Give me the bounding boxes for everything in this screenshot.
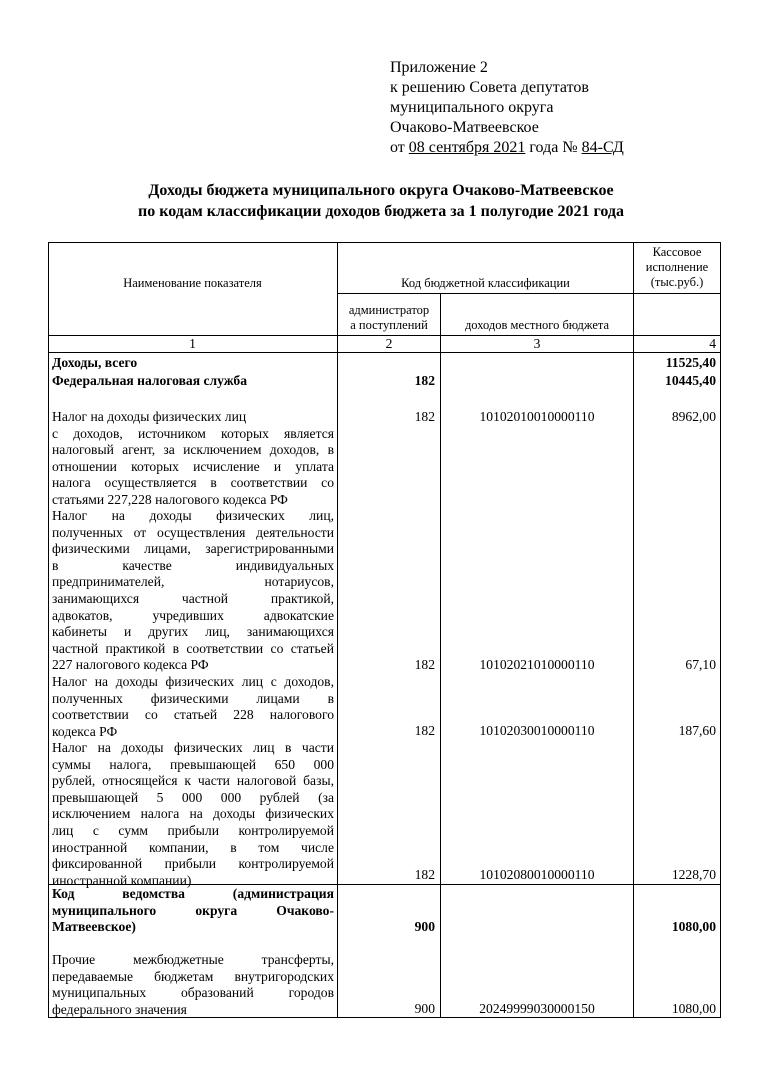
row-4-line: иностранной компании, в том числе <box>52 839 334 855</box>
row-4-line: фиксированной прибыли контролируемой <box>52 856 334 872</box>
total-value: 11525,40 <box>665 355 716 370</box>
row-4-admin: 182 <box>414 867 435 882</box>
total-label: Доходы, всего <box>52 355 138 370</box>
appendix-prefix: от <box>390 139 409 156</box>
transfer-description <box>52 952 334 1018</box>
col-number-3: 3 <box>533 336 541 351</box>
col-number-1: 1 <box>189 336 196 351</box>
appendix-line-3: муниципального округа <box>390 99 554 116</box>
header-admin <box>338 303 440 333</box>
row-4-code: 10102080010000110 <box>479 867 595 882</box>
row-4-line: превышающей 5 000 000 рублей (за <box>52 789 334 805</box>
row-4-line: Налог на доходы физических лиц в части <box>52 740 334 755</box>
row-2-line: адвокатов, учредивших адвокатские <box>52 607 334 623</box>
dept-line: Код ведомства (администрация <box>52 886 334 901</box>
transfer-line: передаваемые бюджетам внутригородских <box>52 968 334 984</box>
row-2-code: 10102021010000110 <box>479 657 595 672</box>
appendix-line-2: к решению Совета депутатов <box>390 79 589 96</box>
header-admin-line-2: а поступлений <box>350 318 428 332</box>
transfer-admin: 900 <box>414 1001 435 1016</box>
row-4-line: лиц с сумм прибыли контролируемой <box>52 822 334 838</box>
row-4-description <box>52 740 334 889</box>
row-4-value: 1228,70 <box>671 867 716 882</box>
row-4-line: суммы налога, превышающей 650 000 <box>52 756 334 772</box>
dept-admin: 900 <box>414 919 435 934</box>
header-name: Наименование показателя <box>123 276 262 290</box>
row-3-code: 10102030010000110 <box>479 723 595 738</box>
transfer-line: муниципальных образований городов <box>52 985 334 1001</box>
title-line-1: Доходы бюджета муниципального округа Очаково-Матвеевское <box>148 182 614 199</box>
row-3-line: кодекса РФ <box>52 723 118 739</box>
dept-description <box>52 886 334 936</box>
appendix-block <box>390 58 624 158</box>
row-1-value: 8962,00 <box>671 409 716 424</box>
row-2-line: кабинеты и других лиц, занимающихся <box>52 624 334 640</box>
row-3-value: 187,60 <box>678 723 716 738</box>
row-4-line: рублей, относящейся к части налоговой базы, <box>52 773 334 789</box>
header-admin-line-1: администратор <box>348 303 430 317</box>
row-2-line: 227 налогового кодекса РФ <box>52 657 209 673</box>
document-title <box>0 180 762 222</box>
header-exec-line-1: Кассовое <box>652 245 702 259</box>
row-4-line: исключением налога на доходы физических <box>52 806 334 822</box>
decision-number: 84-СД <box>581 139 624 156</box>
dept-value: 1080,00 <box>671 919 716 934</box>
row-2-line: занимающихся частной практикой, <box>52 590 334 606</box>
row-2-line: Налог на доходы физических лиц, <box>52 508 334 523</box>
appendix-mid: года № <box>525 139 582 156</box>
row-3-line: полученных физическими лицами в <box>52 690 334 706</box>
row-3-admin: 182 <box>414 723 435 738</box>
row-2-line: физическими лицами, зарегистрированными <box>52 541 334 557</box>
header-local: доходов местного бюджета <box>464 318 610 332</box>
row-1-line: статьями 227,228 налогового кодекса РФ <box>52 491 288 507</box>
fns-value: 10445,40 <box>665 373 716 388</box>
row-2-line: полученных от осуществления деятельности <box>52 524 334 540</box>
appendix-line-5 <box>390 138 624 158</box>
col-number-2: 2 <box>385 336 393 351</box>
row-3-line: Налог на доходы физических лиц с доходов, <box>52 674 334 689</box>
decision-date: 08 сентября 2021 <box>408 139 526 156</box>
transfer-line: федерального значения <box>52 1001 187 1017</box>
row-2-admin: 182 <box>414 657 435 672</box>
row-1-line: Налог на доходы физических лиц <box>52 409 247 424</box>
row-2-description <box>52 508 334 674</box>
transfer-code: 20249999030000150 <box>479 1001 595 1016</box>
title-line-2: по кодам классификации доходов бюджета за 1 полугодие 2021 года <box>138 203 624 220</box>
row-3-description <box>52 674 334 740</box>
fns-label: Федеральная налоговая служба <box>52 373 248 388</box>
dept-line: муниципального округа Очаково- <box>52 902 334 918</box>
row-2-line: частной практикой в соответствии со статьей <box>52 640 334 656</box>
fns-admin: 182 <box>414 373 435 388</box>
row-2-line: предпринимателей, нотариусов, <box>52 574 334 590</box>
transfer-line: Прочие межбюджетные трансферты, <box>52 952 334 967</box>
row-1-line: отношении которых исчисление и уплата <box>52 458 334 474</box>
row-3-line: соответствии со статьей 228 налогового <box>52 707 334 723</box>
header-exec-line-2: исполнение <box>645 260 709 274</box>
col-number-4: 4 <box>709 336 716 351</box>
row-2-line: в качестве индивидуальных <box>52 557 334 573</box>
row-1-description <box>52 409 334 509</box>
row-1-line: налоговый агент, за исключением доходов, в <box>52 442 334 458</box>
header-code: Код бюджетной классификации <box>401 276 570 290</box>
header-exec <box>634 245 720 290</box>
row-2-value: 67,10 <box>685 657 716 672</box>
transfer-value: 1080,00 <box>671 1001 716 1016</box>
header-exec-line-3: (тыс.руб.) <box>650 275 704 289</box>
row-1-line: с доходов, источником которых является <box>52 425 334 441</box>
row-1-admin: 182 <box>414 409 435 424</box>
row-1-line: налога осуществляется в соответствии со <box>52 475 334 491</box>
appendix-line-4: Очаково-Матвеевское <box>390 119 539 136</box>
dept-line: Матвеевское) <box>52 919 136 935</box>
row-4-line: иностранной компании) <box>52 872 192 888</box>
row-1-code: 10102010010000110 <box>479 409 595 424</box>
appendix-line-1: Приложение 2 <box>390 59 488 76</box>
